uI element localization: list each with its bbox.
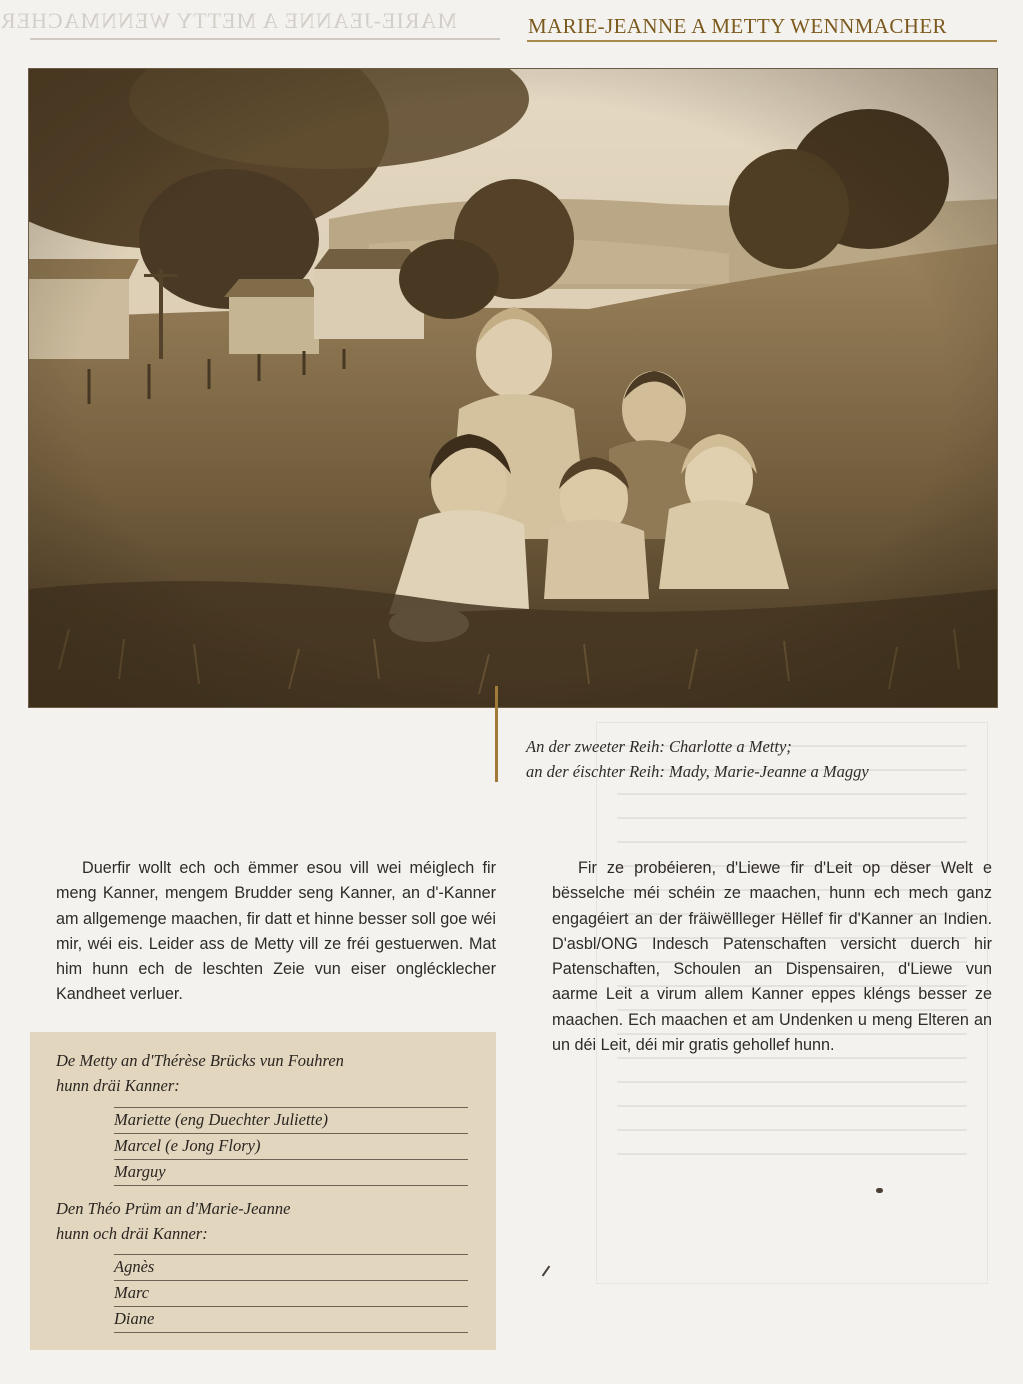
intro-line: hunn och dräi Kanner: [56,1224,208,1243]
caption-rule [495,686,498,782]
photo-caption [526,734,986,784]
child-name: Marguy [114,1159,468,1186]
body-paragraph: Fir ze probéieren, d'Liewe fir d'Leit op dëser Welt e bësselche méi schéin ze maachen, hunn ech mech ganz engagéiert an der fräiwëllleger Hëllef fir d'Kanner an Indien. D'asbl/ONG Indesch Patenschaften versicht duerch hir Patenschaften, Schoulen an Dispensairen, d'Liewe vun aarme Leit a virum allem Kanner eppes kléngs besser ze maachen. Ech maachen et am Undenken u meng Elteren an un déi Leit, déi mir gratis gehollef hunn. [552,859,992,1055]
dust-speck [876,1188,883,1193]
caption-line: an der éischter Reih: Mady, Marie-Jeanne a Maggy [526,762,869,781]
child-name: Diane [114,1306,468,1333]
child-name: Agnès [114,1254,468,1281]
body-paragraph: Duerfir wollt ech och ëmmer esou vill wei méiglech fir meng Kanner, mengem Brudder seng Kanner, an d'-Kanner am allgemenge maachen, fir datt et hinne besser soll goe wéi mir, wéi eis. Leider ass de Metty vill ze fréi gestuerwen. Mat him hunn ech de leschten Zeie vun eiser onglécklecher Kandheet verluer. [56,859,497,1004]
caption-line: An der zweeter Reih: Charlotte a Metty; [526,737,792,756]
intro-line: Den Théo Prüm an d'Marie-Jeanne [56,1199,291,1218]
child-name: Mariette (eng Duechter Juliette) [114,1107,468,1134]
ghost-header-rule [30,38,500,40]
intro-line: De Metty an d'Thérèse Brücks vun Fouhren [56,1051,344,1070]
child-name: Marc [114,1280,468,1307]
sepia-family-photo-icon [29,69,997,707]
family-group-intro [56,1048,476,1098]
page-title: MARIE-JEANNE A METTY WENNMACHER [528,14,947,38]
family-info-box [30,1032,496,1350]
family-group-intro [56,1196,476,1246]
body-column-left [56,856,496,1008]
family-photo [28,68,998,708]
ghost-facing-page-title: MARIE-JEANNE A METTY WENNMACHER [0,8,457,33]
dust-speck [542,1266,551,1277]
body-column-right [552,856,992,1058]
header-rule [527,40,997,42]
intro-line: hunn dräi Kanner: [56,1076,180,1095]
child-name: Marcel (e Jong Flory) [114,1133,468,1160]
